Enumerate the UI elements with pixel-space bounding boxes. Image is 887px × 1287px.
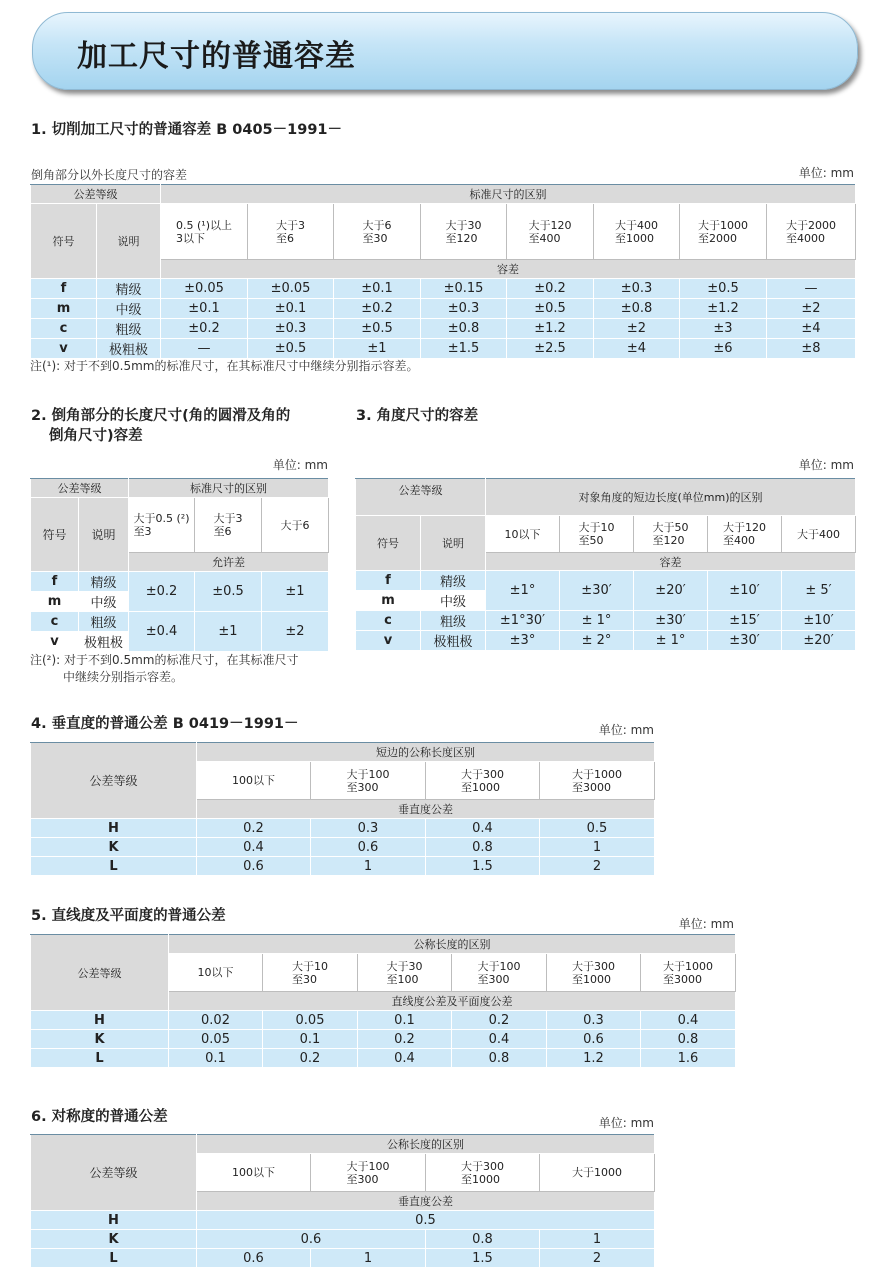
symbol-cell: v	[31, 632, 79, 652]
value-cell: 0.5	[197, 1211, 655, 1230]
range-cell: 大于3 至6	[195, 498, 262, 553]
value-cell: 1	[311, 1249, 426, 1268]
value-cell: 0.1	[263, 1030, 358, 1049]
value-cell: ±20′	[782, 631, 856, 651]
symbol-cell: c	[356, 611, 421, 631]
value-cell: ±0.3	[248, 319, 334, 339]
header-tolerance: 垂直度公差	[197, 800, 655, 819]
value-cell: ±0.4	[129, 612, 195, 652]
header-grade: 公差等级	[31, 935, 169, 1011]
range-cell: 大于1000	[540, 1154, 655, 1192]
symbol-cell: K	[31, 1030, 169, 1049]
header-range: 对象角度的短边长度(单位mm)的区别	[486, 479, 856, 516]
section3-heading: 3. 角度尺寸的容差	[356, 408, 479, 424]
value-cell: ±6	[680, 339, 767, 359]
section6-unit: 单位: mm	[598, 1116, 654, 1130]
header-tolerance: 垂直度公差	[197, 1192, 655, 1211]
value-cell: 0.05	[263, 1011, 358, 1030]
header-desc: 说明	[421, 516, 486, 571]
value-cell: 0.8	[426, 1230, 540, 1249]
table-straightness-flatness	[30, 934, 736, 1068]
value-cell: 0.4	[197, 838, 311, 857]
table-general-tolerance	[30, 184, 856, 359]
value-cell: ±2	[262, 612, 329, 652]
section5-heading: 5. 直线度及平面度的普通公差	[31, 908, 226, 924]
table-row	[31, 1030, 736, 1049]
value-cell: 2	[540, 857, 655, 876]
desc-cell: 精级	[421, 571, 486, 591]
table-row	[31, 819, 655, 838]
value-cell: ±0.05	[248, 279, 334, 299]
range-cell: 大于1000 至3000	[641, 954, 736, 992]
range-cell: 大于30 至120	[421, 204, 507, 260]
value-cell: ±30′	[708, 631, 782, 651]
value-cell: ±0.5	[195, 572, 262, 612]
symbol-cell: L	[31, 1249, 197, 1268]
header-range: 公称长度的区别	[169, 935, 736, 954]
range-cell: 大于400	[782, 516, 856, 553]
range-cell: 大于120 至400	[708, 516, 782, 553]
symbol-cell: f	[31, 572, 79, 592]
table-row	[31, 299, 856, 319]
value-cell: 0.6	[197, 1230, 426, 1249]
range-cell: 大于300 至1000	[426, 762, 540, 800]
range-cell: 100以下	[197, 762, 311, 800]
table-symmetry	[30, 1134, 655, 1268]
desc-cell: 中级	[421, 591, 486, 611]
section4-unit: 单位: mm	[598, 723, 654, 737]
value-cell: 0.6	[311, 838, 426, 857]
desc-cell: 精级	[79, 572, 129, 592]
section5-unit: 单位: mm	[678, 917, 734, 931]
value-cell: ±0.1	[161, 299, 248, 319]
value-cell: ±0.3	[594, 279, 680, 299]
section2-unit: 单位: mm	[272, 458, 328, 472]
value-cell: ±0.05	[161, 279, 248, 299]
value-cell: ±2.5	[507, 339, 594, 359]
value-cell: 0.6	[197, 857, 311, 876]
range-cell: 大于100 至300	[452, 954, 547, 992]
symbol-cell: H	[31, 1211, 197, 1230]
value-cell: ±0.5	[507, 299, 594, 319]
table-row	[31, 1011, 736, 1030]
value-cell: 1.2	[547, 1049, 641, 1068]
value-cell: ±1°	[486, 571, 560, 611]
value-cell: ±0.2	[507, 279, 594, 299]
value-cell: 0.1	[358, 1011, 452, 1030]
value-cell: ±30′	[560, 571, 634, 611]
desc-cell: 粗级	[97, 319, 161, 339]
value-cell: 1.6	[641, 1049, 736, 1068]
table-row	[31, 838, 655, 857]
symbol-cell: m	[31, 299, 97, 319]
section2-heading-line1: 2. 倒角部分的长度尺寸(角的圆滑及角的	[31, 408, 291, 424]
value-cell: ±20′	[634, 571, 708, 611]
symbol-cell: c	[31, 319, 97, 339]
header-range: 短边的公称长度区别	[197, 743, 655, 762]
header-tolerance: 容差	[486, 553, 856, 571]
header-symbol: 符号	[31, 498, 79, 572]
section1-note: 注(¹): 对于不到0.5mm的标准尺寸，在其标准尺寸中继续分别指示容差。	[30, 359, 419, 373]
value-cell: ±3	[680, 319, 767, 339]
range-cell: 大于10 至50	[560, 516, 634, 553]
value-cell: ±0.5	[248, 339, 334, 359]
table-row	[31, 1230, 655, 1249]
value-cell: ±1.5	[421, 339, 507, 359]
value-cell: ±8	[767, 339, 856, 359]
symbol-cell: v	[356, 631, 421, 651]
value-cell: 2	[540, 1249, 655, 1268]
symbol-cell: H	[31, 819, 197, 838]
header-grade: 公差等级	[356, 479, 486, 516]
desc-cell: 粗级	[79, 612, 129, 632]
title-banner	[32, 12, 858, 90]
table-row	[31, 857, 655, 876]
value-cell: ± 1°	[560, 611, 634, 631]
value-cell: ±3°	[486, 631, 560, 651]
value-cell: ±0.3	[421, 299, 507, 319]
value-cell: 0.2	[197, 819, 311, 838]
section2-note-line2: 中继续分别指示容差。	[63, 670, 184, 684]
desc-cell: 中级	[97, 299, 161, 319]
symbol-cell: m	[356, 591, 421, 611]
page-title: 加工尺寸的普通容差	[77, 39, 356, 74]
range-cell: 10以下	[169, 954, 263, 992]
range-cell: 10以下	[486, 516, 560, 553]
range-cell: 大于6	[262, 498, 329, 553]
value-cell: 0.4	[358, 1049, 452, 1068]
range-cell: 大于100 至300	[311, 762, 426, 800]
value-cell: —	[161, 339, 248, 359]
value-cell: 0.2	[358, 1030, 452, 1049]
range-cell: 大于1000 至2000	[680, 204, 767, 260]
value-cell: ±1.2	[507, 319, 594, 339]
range-cell: 100以下	[197, 1154, 311, 1192]
value-cell: ±0.2	[129, 572, 195, 612]
range-cell: 0.5 (¹)以上 3以下	[161, 204, 248, 260]
value-cell: ±0.2	[161, 319, 248, 339]
desc-cell: 极粗极	[97, 339, 161, 359]
header-range: 公称长度的区别	[197, 1135, 655, 1154]
range-cell: 大于300 至1000	[547, 954, 641, 992]
value-cell: 0.6	[197, 1249, 311, 1268]
value-cell: 0.2	[263, 1049, 358, 1068]
section2-note-line1: 注(²): 对于不到0.5mm的标准尺寸，在其标准尺寸	[30, 653, 299, 667]
value-cell: ± 5′	[782, 571, 856, 611]
value-cell: 0.6	[547, 1030, 641, 1049]
range-cell: 大于6 至30	[334, 204, 421, 260]
value-cell: ±30′	[634, 611, 708, 631]
section4-heading: 4. 垂直度的普通公差 B 0419－1991－	[31, 716, 299, 732]
value-cell: 0.3	[547, 1011, 641, 1030]
table-row	[31, 339, 856, 359]
value-cell: 0.4	[641, 1011, 736, 1030]
value-cell: 0.5	[540, 819, 655, 838]
value-cell: 1.5	[426, 857, 540, 876]
range-cell: 大于300 至1000	[426, 1154, 540, 1192]
value-cell: 0.3	[311, 819, 426, 838]
value-cell: ±15′	[708, 611, 782, 631]
table-chamfer-tolerance	[30, 478, 329, 652]
value-cell: —	[767, 279, 856, 299]
value-cell: ±2	[767, 299, 856, 319]
range-cell: 大于50 至120	[634, 516, 708, 553]
value-cell: ±0.8	[594, 299, 680, 319]
value-cell: 0.4	[426, 819, 540, 838]
value-cell: ±0.5	[334, 319, 421, 339]
value-cell: ±0.8	[421, 319, 507, 339]
range-cell: 大于10 至30	[263, 954, 358, 992]
value-cell: ±2	[594, 319, 680, 339]
value-cell: ±0.1	[334, 279, 421, 299]
value-cell: 0.2	[452, 1011, 547, 1030]
value-cell: 0.1	[169, 1049, 263, 1068]
symbol-cell: K	[31, 1230, 197, 1249]
value-cell: ± 1°	[634, 631, 708, 651]
section1-unit: 单位: mm	[798, 166, 854, 180]
range-cell: 大于2000 至4000	[767, 204, 856, 260]
value-cell: ±4	[767, 319, 856, 339]
header-tolerance: 允许差	[129, 553, 329, 572]
desc-cell: 精级	[97, 279, 161, 299]
desc-cell: 中级	[79, 592, 129, 612]
value-cell: ±1	[262, 572, 329, 612]
range-cell: 大于0.5 (²) 至3	[129, 498, 195, 553]
header-grade: 公差等级	[31, 1135, 197, 1211]
value-cell: 0.02	[169, 1011, 263, 1030]
section3-unit: 单位: mm	[798, 458, 854, 472]
value-cell: ±1	[334, 339, 421, 359]
value-cell: ±0.1	[248, 299, 334, 319]
section2-heading-line2: 倒角尺寸)容差	[49, 428, 143, 444]
value-cell: 0.8	[452, 1049, 547, 1068]
symbol-cell: H	[31, 1011, 169, 1030]
value-cell: ±1°30′	[486, 611, 560, 631]
value-cell: ±0.15	[421, 279, 507, 299]
value-cell: 0.05	[169, 1030, 263, 1049]
header-tolerance: 容差	[161, 260, 856, 279]
value-cell: ±10′	[782, 611, 856, 631]
symbol-cell: L	[31, 1049, 169, 1068]
table-row	[31, 319, 856, 339]
value-cell: 1.5	[426, 1249, 540, 1268]
value-cell: 1	[311, 857, 426, 876]
header-desc: 说明	[79, 498, 129, 572]
section1-caption: 倒角部分以外长度尺寸的容差	[31, 168, 188, 182]
range-cell: 大于30 至100	[358, 954, 452, 992]
value-cell: 1	[540, 838, 655, 857]
header-tolerance: 直线度公差及平面度公差	[169, 992, 736, 1011]
table-row	[31, 1211, 655, 1230]
value-cell: ±1.2	[680, 299, 767, 319]
section6-heading: 6. 对称度的普通公差	[31, 1109, 168, 1125]
header-symbol: 符号	[31, 204, 97, 279]
symbol-cell: f	[356, 571, 421, 591]
section1-heading: 1. 切削加工尺寸的普通容差 B 0405－1991－	[31, 122, 343, 138]
symbol-cell: v	[31, 339, 97, 359]
desc-cell: 极粗极	[79, 632, 129, 652]
symbol-cell: K	[31, 838, 197, 857]
header-grade: 公差等级	[31, 185, 161, 204]
range-cell: 大于400 至1000	[594, 204, 680, 260]
value-cell: 0.8	[426, 838, 540, 857]
table-row	[31, 1249, 655, 1268]
range-cell: 大于120 至400	[507, 204, 594, 260]
symbol-cell: c	[31, 612, 79, 632]
value-cell: ±4	[594, 339, 680, 359]
symbol-cell: L	[31, 857, 197, 876]
table-angle-tolerance	[355, 478, 856, 651]
desc-cell: 极粗极	[421, 631, 486, 651]
value-cell: ±0.2	[334, 299, 421, 319]
value-cell: 0.4	[452, 1030, 547, 1049]
value-cell: ± 2°	[560, 631, 634, 651]
header-grade: 公差等级	[31, 479, 129, 498]
header-range: 标准尺寸的区别	[129, 479, 329, 498]
value-cell: 1	[540, 1230, 655, 1249]
range-cell: 大于3 至6	[248, 204, 334, 260]
symbol-cell: m	[31, 592, 79, 612]
table-row	[31, 1049, 736, 1068]
value-cell: 0.8	[641, 1030, 736, 1049]
symbol-cell: f	[31, 279, 97, 299]
value-cell: ±10′	[708, 571, 782, 611]
header-range: 标准尺寸的区别	[161, 185, 856, 204]
table-row	[31, 279, 856, 299]
value-cell: ±0.5	[680, 279, 767, 299]
range-cell: 大于100 至300	[311, 1154, 426, 1192]
header-symbol: 符号	[356, 516, 421, 571]
table-perpendicularity	[30, 742, 655, 876]
desc-cell: 粗级	[421, 611, 486, 631]
header-grade: 公差等级	[31, 743, 197, 819]
header-desc: 说明	[97, 204, 161, 279]
range-cell: 大于1000 至3000	[540, 762, 655, 800]
value-cell: ±1	[195, 612, 262, 652]
